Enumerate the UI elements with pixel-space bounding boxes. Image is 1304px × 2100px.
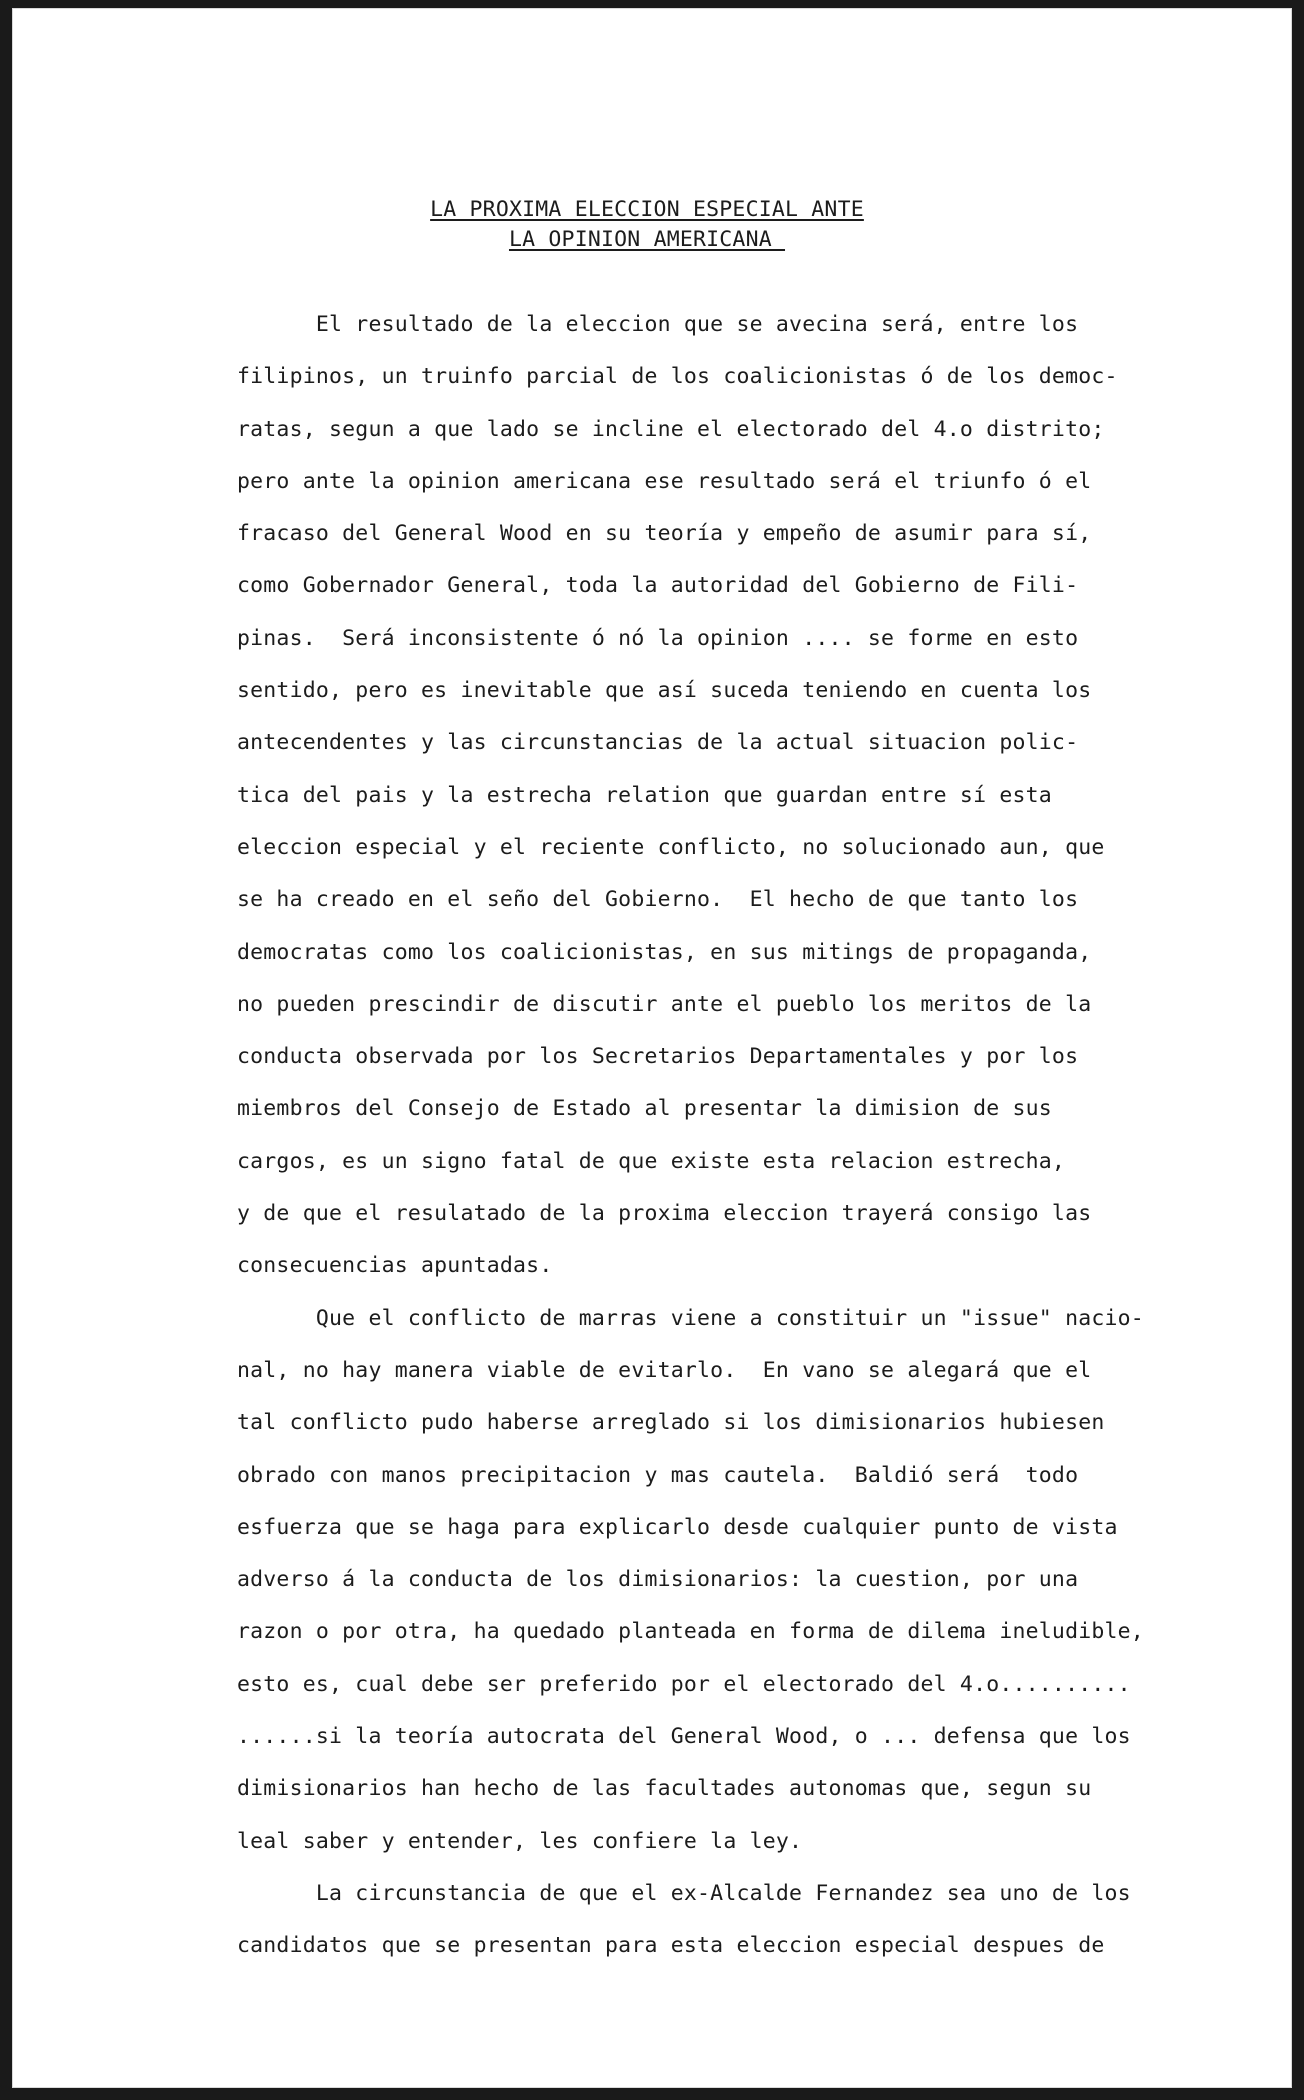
title-line-1: LA PROXIMA ELECCION ESPECIAL ANTE: [430, 197, 864, 222]
text-line: pero ante la opinion americana ese resultado será el triunfo ó el: [237, 468, 1092, 494]
text-line: adverso á la conducta de los dimisionarios: la cuestion, por una: [237, 1567, 1079, 1593]
document-page: [12, 8, 1292, 2088]
text-line: como Gobernador General, toda la autoridad del Gobierno de Fili-: [237, 573, 1079, 599]
text-line: esfuerza que se haga para explicarlo desde cualquier punto de vista: [237, 1514, 1118, 1540]
text-line: se ha creado en el seño del Gobierno. El hecho de que tanto los: [237, 887, 1079, 913]
text-line: pinas. Será inconsistente ó nó la opinion .... se forme en esto: [237, 625, 1079, 651]
text-line: antecendentes y las circunstancias de la actual situacion polic-: [237, 730, 1079, 756]
text-line: democratas como los coalicionistas, en sus mitings de propaganda,: [237, 939, 1092, 965]
document-body: [237, 195, 1167, 1973]
text-line: eleccion especial y el reciente conflicto, no solucionado aun, que: [237, 834, 1105, 860]
text-line: fracaso del General Wood en su teoría y empeño de asumir para sí,: [237, 521, 1092, 547]
text-line: conducta observada por los Secretarios Departamentales y por los: [237, 1044, 1079, 1070]
text-line: consecuencias apuntadas.: [237, 1253, 553, 1279]
text-line: obrado con manos precipitacion y mas cautela. Baldió será todo: [237, 1462, 1079, 1488]
text-line: ratas, segun a que lado se incline el electorado del 4.o distrito;: [237, 416, 1105, 442]
text-line: cargos, es un signo fatal de que existe esta relacion estrecha,: [237, 1148, 1066, 1174]
text-line: Que el conflicto de marras viene a constituir un "issue" nacio-: [237, 1305, 1144, 1331]
title-line-2: LA OPINION AMERICANA: [508, 227, 786, 252]
text-line: y de que el resulatado de la proxima eleccion trayerá consigo las: [237, 1201, 1092, 1227]
text-line: tica del pais y la estrecha relation que guardan entre sí esta: [237, 782, 1052, 808]
text-line: razon o por otra, ha quedado planteada en forma de dilema ineludible,: [237, 1619, 1144, 1645]
text-line: leal saber y entender, les confiere la ley.: [237, 1828, 803, 1854]
text-line: nal, no hay manera viable de evitarlo. En vano se alegará que el: [237, 1357, 1092, 1383]
text-line: no pueden prescindir de discutir ante el pueblo los meritos de la: [237, 991, 1092, 1017]
typed-text: [237, 299, 1167, 1973]
text-line: tal conflicto pudo haberse arreglado si los dimisionarios hubiesen: [237, 1410, 1105, 1436]
text-line: miembros del Consejo de Estado al presentar la dimision de sus: [237, 1096, 1052, 1122]
document-title: [237, 195, 1057, 255]
text-line: sentido, pero es inevitable que así suceda teniendo en cuenta los: [237, 678, 1092, 704]
text-line: filipinos, un truinfo parcial de los coalicionistas ó de los democ-: [237, 364, 1118, 390]
text-line: candidatos que se presentan para esta eleccion especial despues de: [237, 1933, 1105, 1959]
text-line: La circunstancia de que el ex-Alcalde Fernandez sea uno de los: [237, 1880, 1131, 1906]
text-line: ......si la teoría autocrata del General Wood, o ... defensa que los: [237, 1724, 1131, 1750]
text-line: esto es, cual debe ser preferido por el electorado del 4.o..........: [237, 1671, 1131, 1697]
text-line: El resultado de la eleccion que se avecina será, entre los: [237, 312, 1079, 337]
text-line: dimisionarios han hecho de las facultades autonomas que, segun su: [237, 1776, 1092, 1802]
